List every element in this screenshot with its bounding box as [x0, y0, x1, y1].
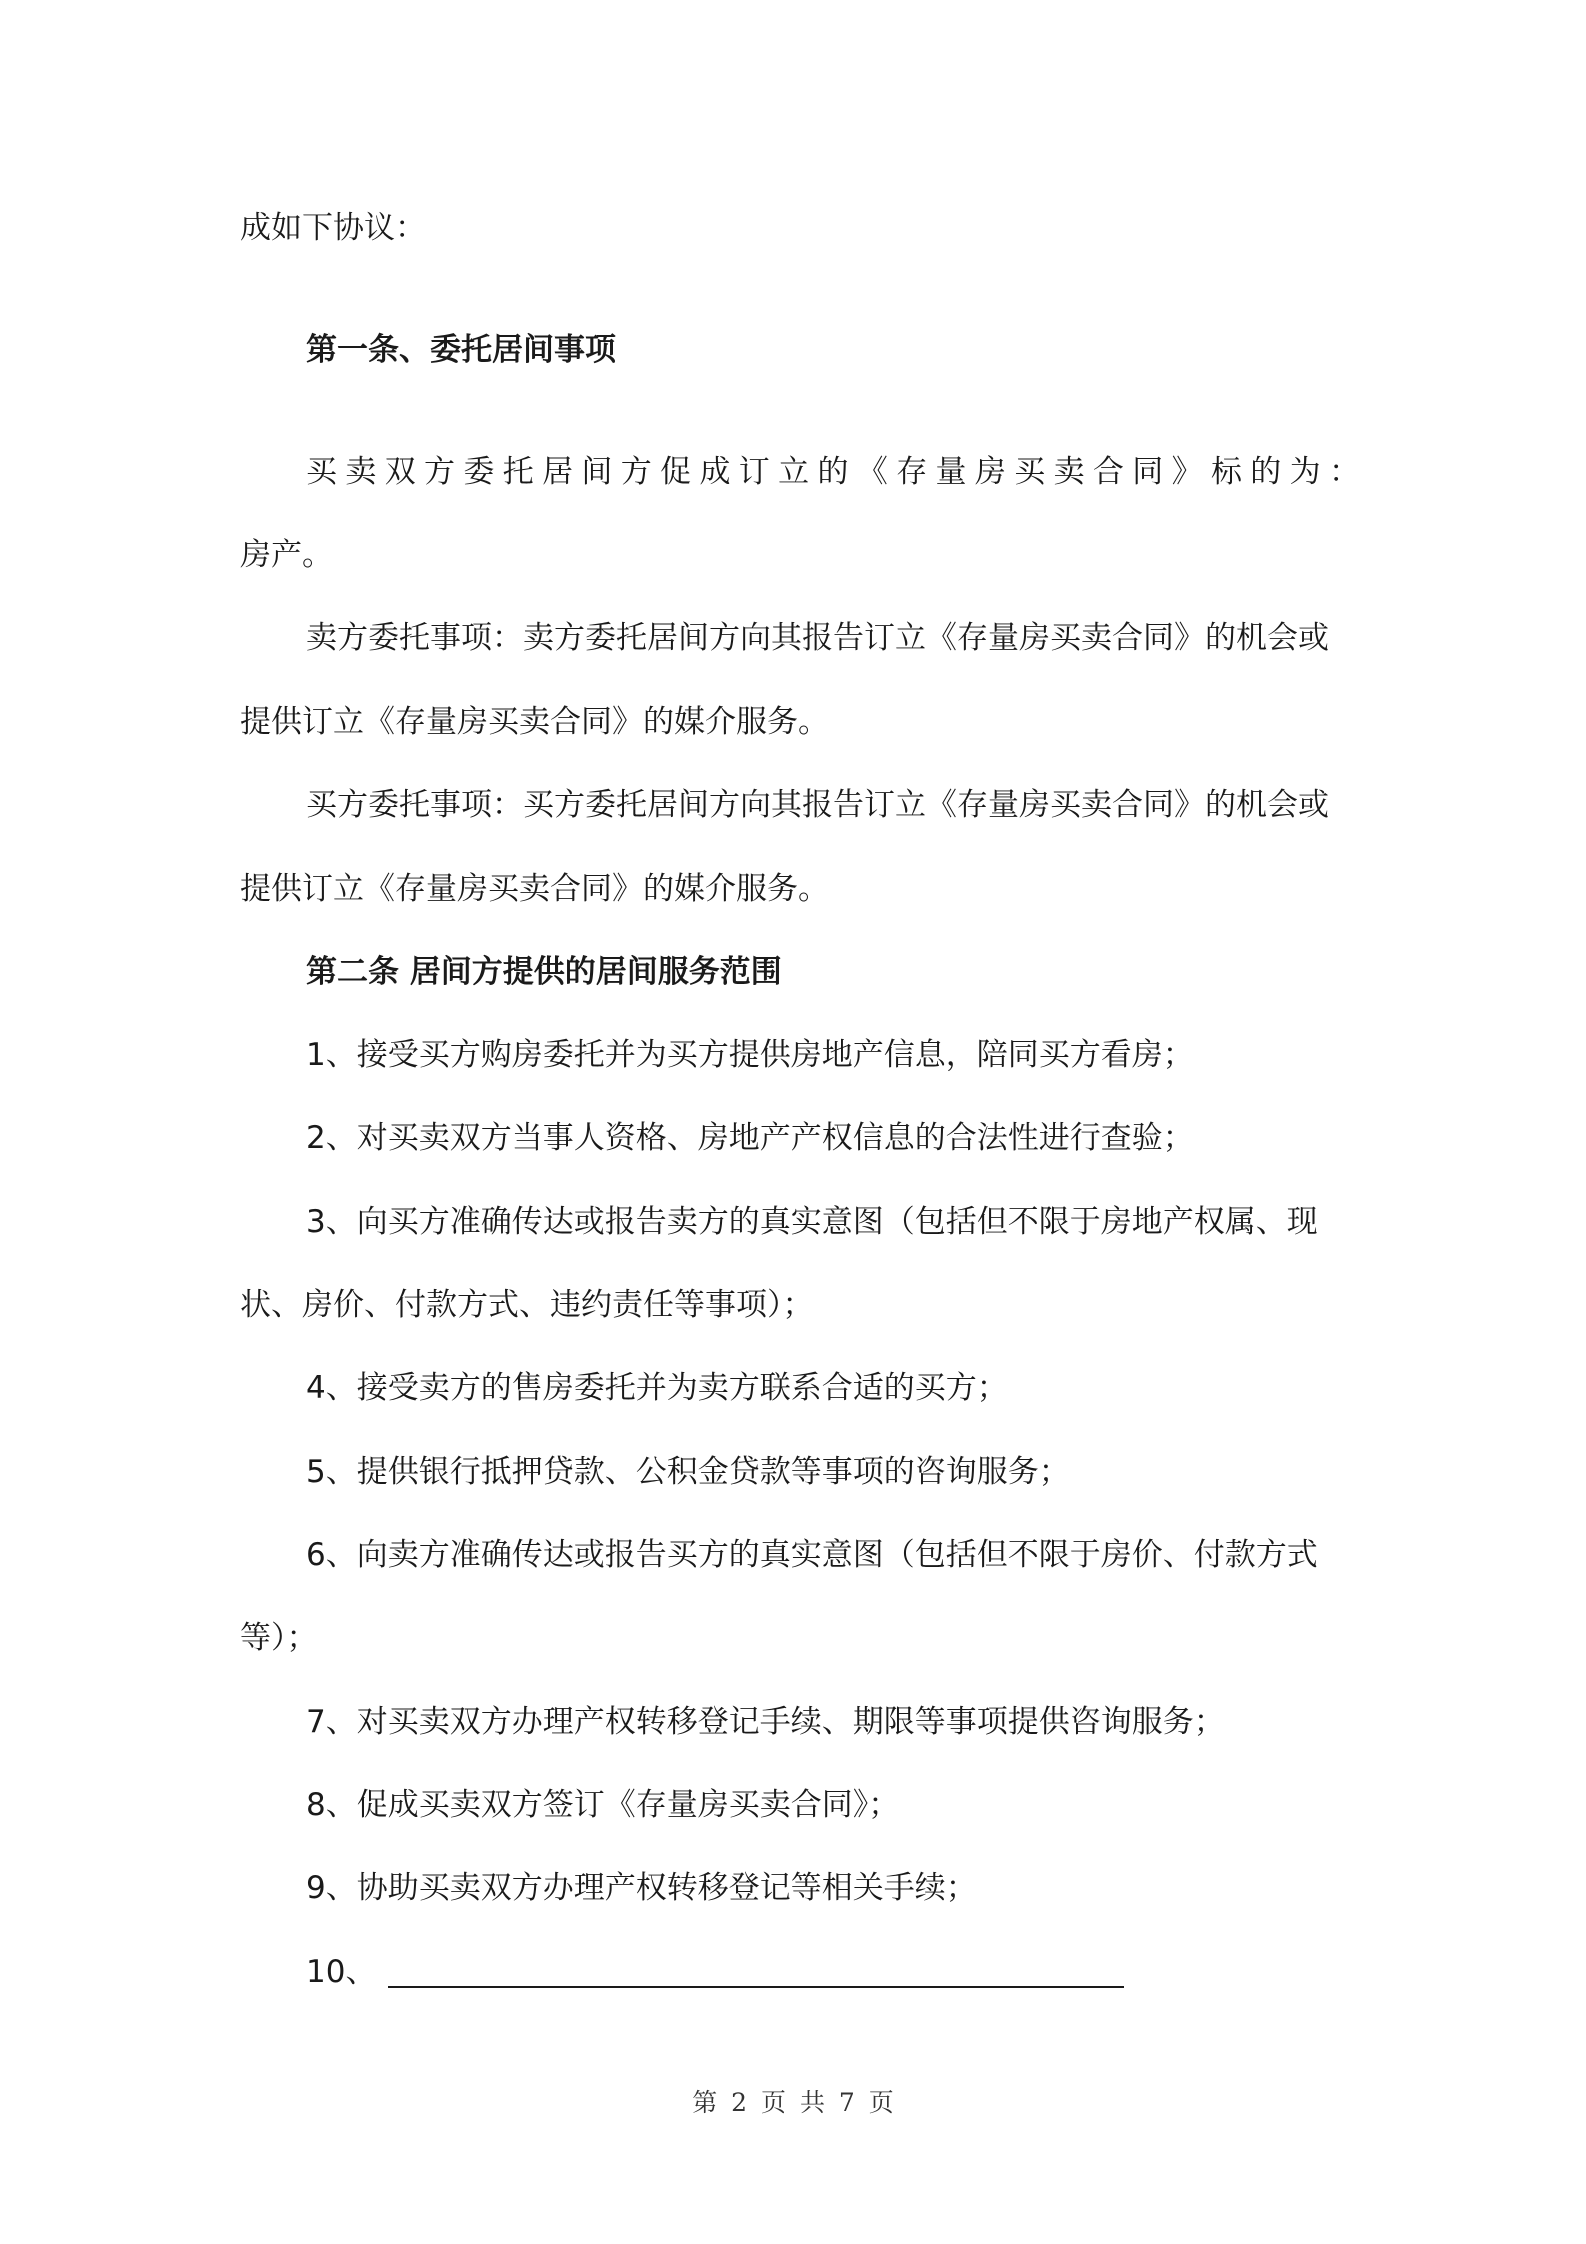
- paragraph-line: 提供订立《存量房买卖合同》的媒介服务。: [240, 871, 829, 907]
- list-item-number: 10、: [306, 1954, 377, 1990]
- section-heading-1: 第一条、委托居间事项: [306, 332, 616, 368]
- paragraph-line: 提供订立《存量房买卖合同》的媒介服务。: [240, 704, 829, 740]
- paragraph-line: 买卖双方委托居间方促成订立的《存量房买卖合同》标的为：: [306, 454, 1360, 490]
- list-item-blank: [306, 1952, 1360, 1992]
- list-item: 5、提供银行抵押贷款、公积金贷款等事项的咨询服务；: [306, 1454, 1070, 1490]
- section-heading-2: 第二条 居间方提供的居间服务范围: [306, 954, 782, 990]
- list-item: 9、协助买卖双方办理产权转移登记等相关手续；: [306, 1870, 977, 1906]
- paragraph-line: 房产。: [240, 537, 333, 573]
- list-item: 7、对买卖双方办理产权转移登记手续、期限等事项提供咨询服务；: [306, 1704, 1225, 1740]
- list-item: 2、对买卖双方当事人资格、房地产产权信息的合法性进行查验；: [306, 1120, 1194, 1156]
- list-item: 8、促成买卖双方签订《存量房买卖合同》；: [306, 1787, 900, 1823]
- fill-in-blank-line: [388, 1986, 1124, 1988]
- paragraph-line: 成如下协议：: [240, 210, 426, 246]
- list-item: 4、接受卖方的售房委托并为卖方联系合适的买方；: [306, 1370, 1008, 1406]
- page-number-footer: 第 2 页 共 7 页: [692, 2088, 894, 2117]
- list-item-continuation: 状、房价、付款方式、违约责任等事项）；: [240, 1287, 814, 1323]
- list-item: 1、接受买方购房委托并为买方提供房地产信息，陪同买方看房；: [306, 1037, 1194, 1073]
- list-item: 6、向卖方准确传达或报告买方的真实意图（包括但不限于房价、付款方式: [306, 1537, 1318, 1573]
- list-item: 3、向买方准确传达或报告卖方的真实意图（包括但不限于房地产权属、现: [306, 1204, 1318, 1240]
- paragraph-line: 买方委托事项：买方委托居间方向其报告订立《存量房买卖合同》的机会或: [306, 787, 1329, 823]
- paragraph-line: 卖方委托事项：卖方委托居间方向其报告订立《存量房买卖合同》的机会或: [306, 620, 1329, 656]
- list-item-continuation: 等）；: [240, 1620, 318, 1656]
